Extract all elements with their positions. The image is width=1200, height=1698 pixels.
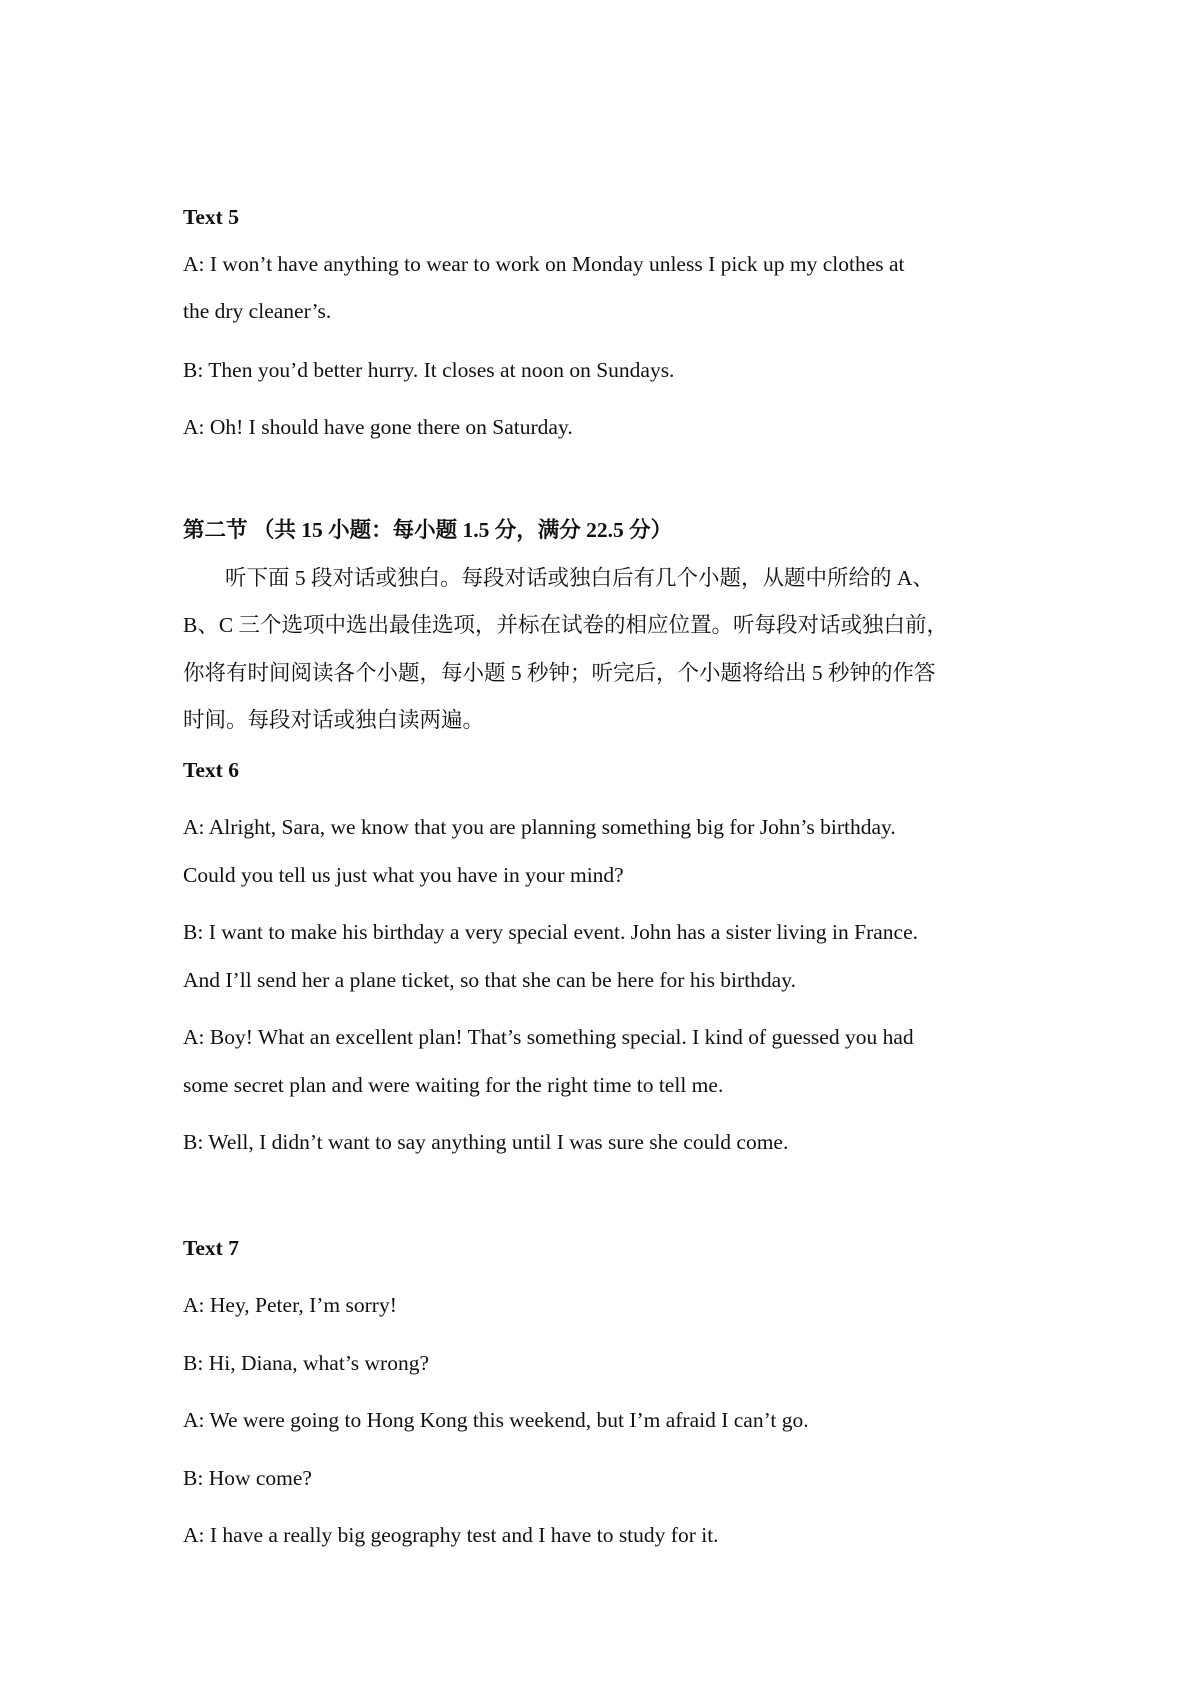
- section2-instruction-3: 你将有时间阅读各个小题，每小题 5 秒钟；听完后，个小题将给出 5 秒钟的作答: [183, 661, 936, 685]
- text6-line-7: B: Well, I didn’t want to say anything until I was sure she could come.: [183, 1130, 789, 1154]
- text6-title: Text 6: [183, 758, 239, 782]
- text6-line-1: A: Alright, Sara, we know that you are planning something big for John’s birthday.: [183, 815, 896, 839]
- text7-line-1: A: Hey, Peter, I’m sorry!: [183, 1293, 397, 1317]
- text6-line-6: some secret plan and were waiting for the right time to tell me.: [183, 1073, 724, 1097]
- section2-instruction-2: B、C 三个选项中选出最佳选项，并标在试卷的相应位置。听每段对话或独白前，: [183, 613, 949, 637]
- text7-line-4: B: How come?: [183, 1466, 312, 1490]
- text6-line-5: A: Boy! What an excellent plan! That’s something special. I kind of guessed you had: [183, 1025, 914, 1049]
- text6-line-4: And I’ll send her a plane ticket, so that she can be here for his birthday.: [183, 968, 796, 992]
- text7-title: Text 7: [183, 1236, 239, 1260]
- text7-line-3: A: We were going to Hong Kong this weekend, but I’m afraid I can’t go.: [183, 1408, 809, 1432]
- section2-instruction-4: 时间。每段对话或独白读两遍。: [183, 708, 485, 732]
- section2-instruction-1: 听下面 5 段对话或独白。每段对话或独白后有几个小题，从题中所给的 A、: [225, 566, 934, 590]
- text5-line-4: A: Oh! I should have gone there on Saturday.: [183, 415, 573, 439]
- section2-heading: 第二节 （共 15 小题：每小题 1.5 分，满分 22.5 分）: [183, 518, 673, 542]
- text5-line-3: B: Then you’d better hurry. It closes at noon on Sundays.: [183, 358, 675, 382]
- text5-title: Text 5: [183, 205, 239, 229]
- text7-line-2: B: Hi, Diana, what’s wrong?: [183, 1351, 430, 1375]
- text5-line-1: A: I won’t have anything to wear to work on Monday unless I pick up my clothes at: [183, 252, 905, 276]
- text7-line-5: A: I have a really big geography test and I have to study for it.: [183, 1523, 719, 1547]
- text5-line-2: the dry cleaner’s.: [183, 299, 332, 323]
- text6-line-3: B: I want to make his birthday a very special event. John has a sister living in France.: [183, 920, 918, 944]
- text6-line-2: Could you tell us just what you have in your mind?: [183, 863, 624, 887]
